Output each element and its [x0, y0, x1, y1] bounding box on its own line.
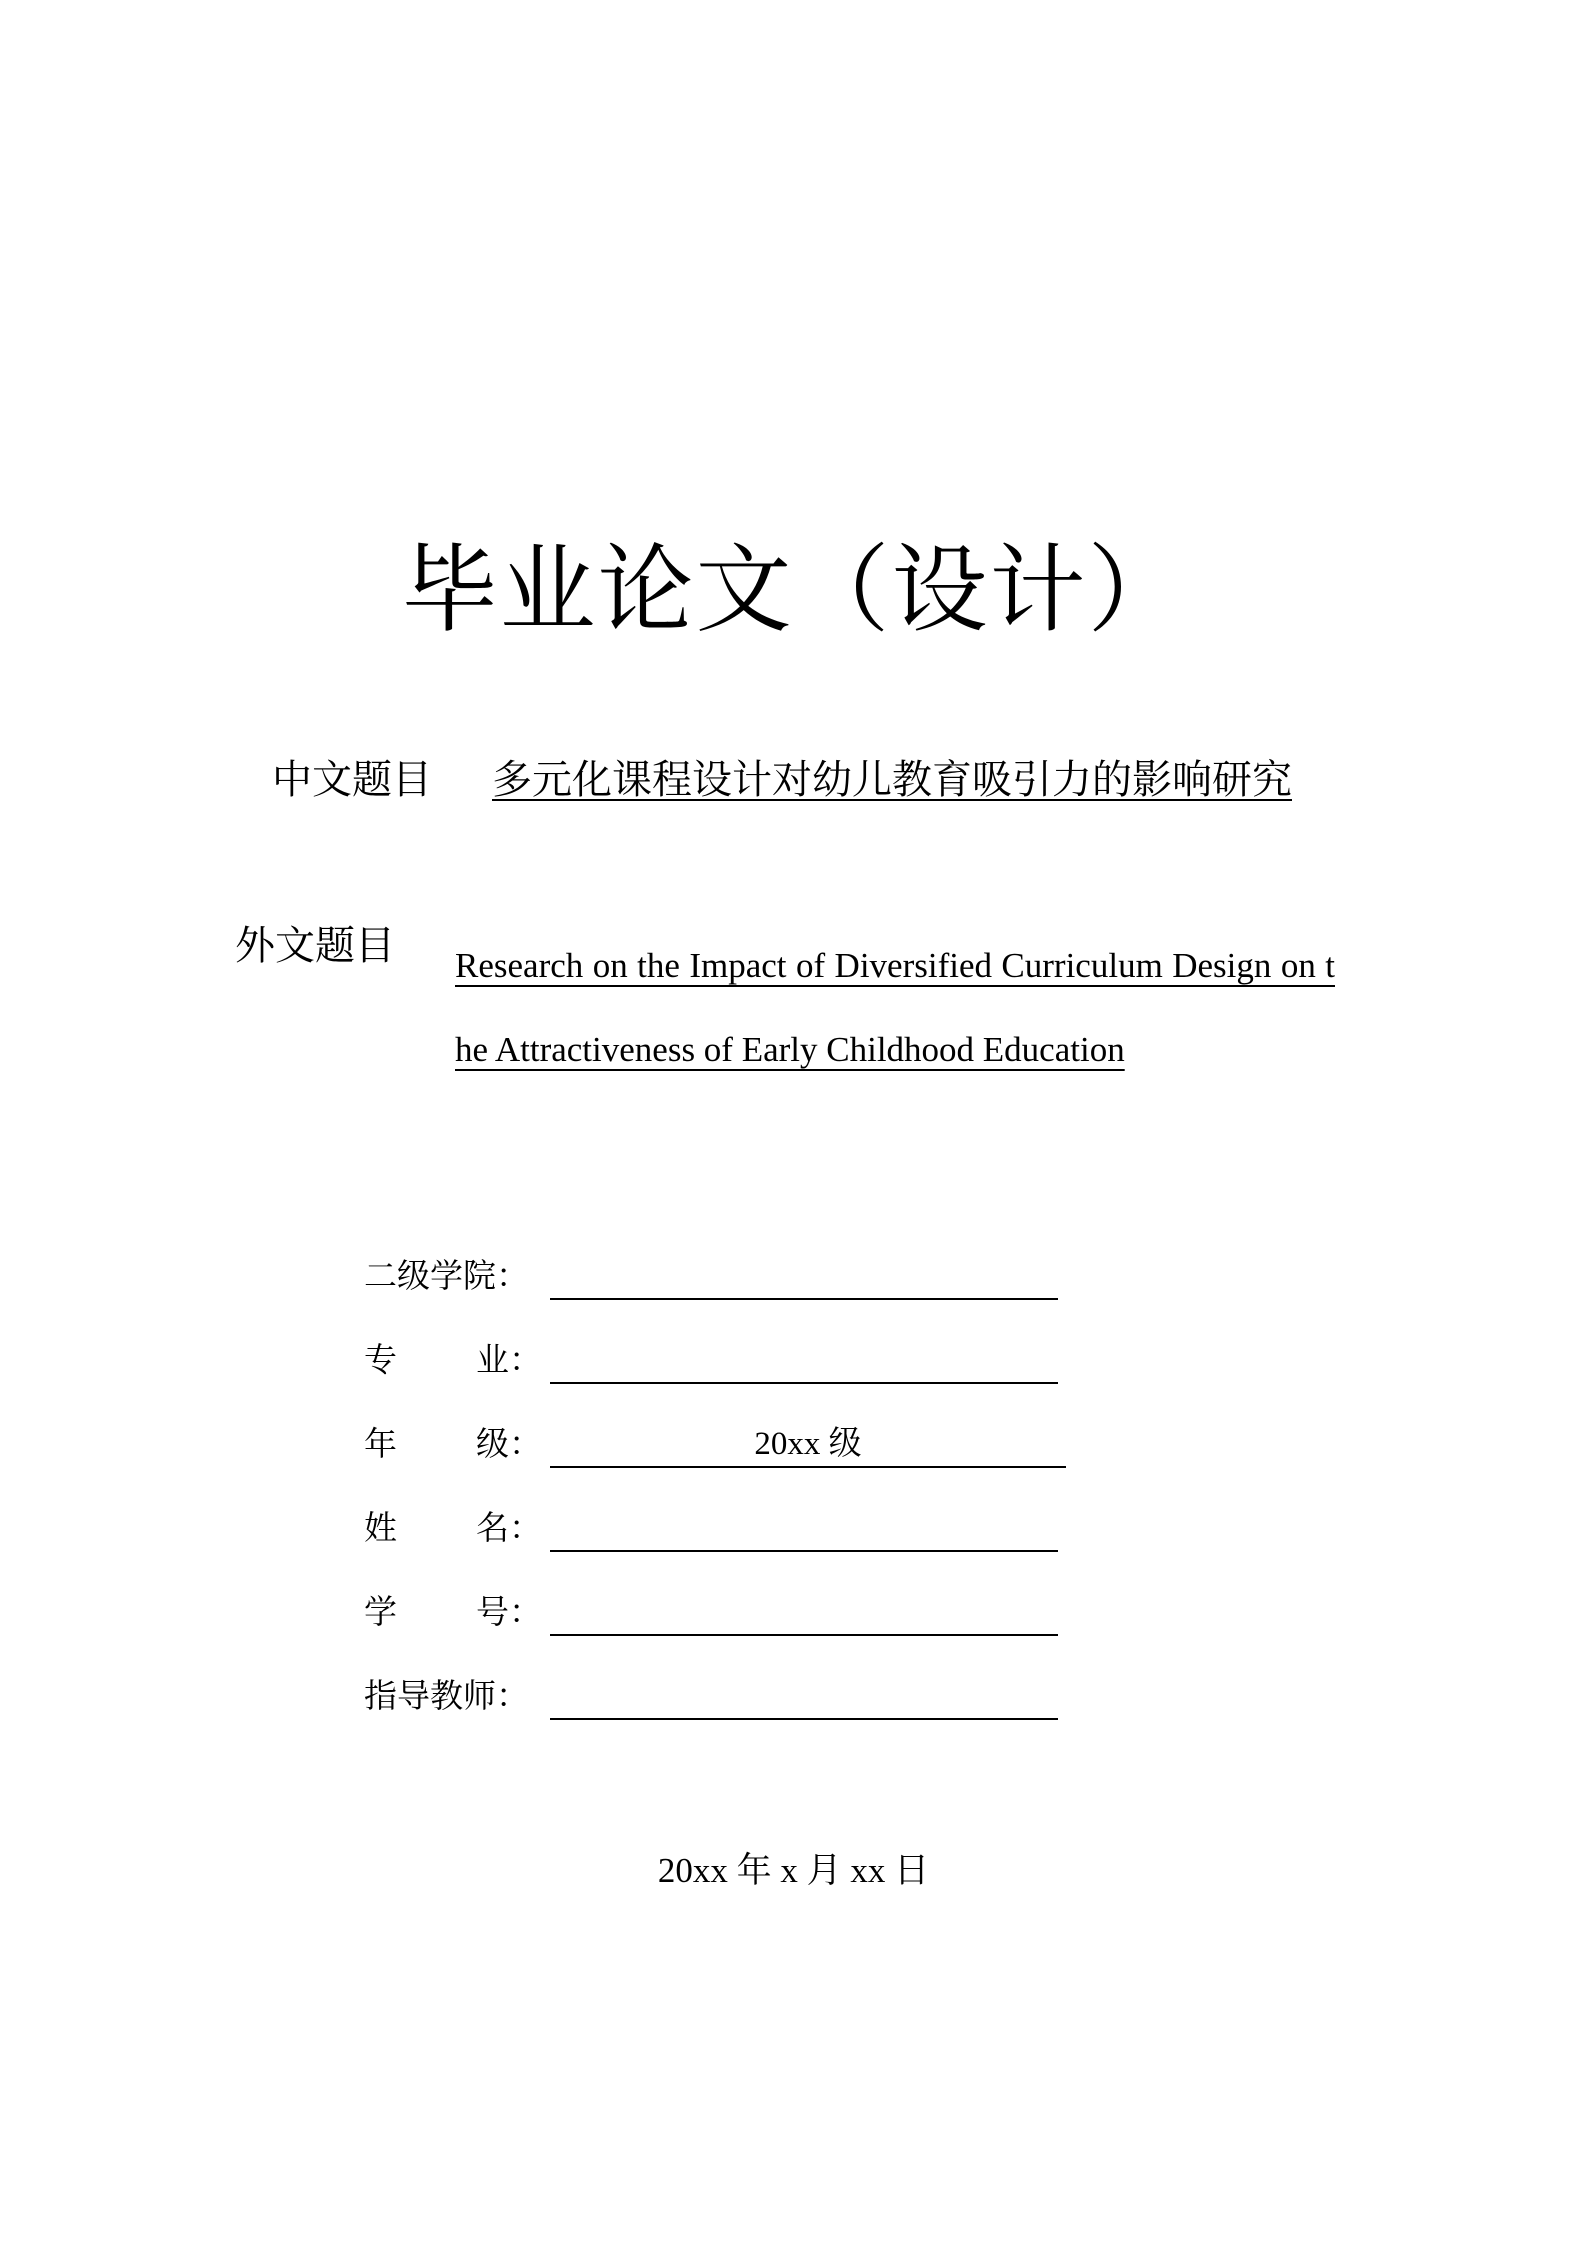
student-id-field[interactable]	[550, 1588, 1058, 1636]
field-label-major	[364, 1336, 550, 1384]
cover-date: 20xx 年 x 月 xx 日	[657, 1851, 930, 1890]
grade-label-char-2: 级：	[476, 1424, 542, 1463]
advisor-field[interactable]	[550, 1672, 1058, 1720]
grade-field[interactable]: 20xx 级	[550, 1420, 1066, 1468]
major-field[interactable]	[550, 1336, 1058, 1384]
field-row-grade	[364, 1420, 1066, 1504]
field-label-advisor	[364, 1672, 550, 1720]
chinese-title-value: 多元化课程设计对幼儿教育吸引力的影响研究	[492, 757, 1292, 803]
field-row-name	[364, 1504, 1066, 1588]
field-row-major	[364, 1336, 1066, 1420]
field-label-college	[364, 1252, 550, 1300]
field-row-advisor	[364, 1672, 1066, 1756]
field-label-student-id	[364, 1588, 550, 1636]
page-title: 毕业论文（设计）	[401, 534, 1186, 646]
student-info-fields	[364, 1252, 1066, 1756]
chinese-title-row	[272, 752, 1292, 812]
name-field[interactable]	[550, 1504, 1058, 1552]
foreign-title-value: Research on the Impact of Diversified Curriculum Design on the Attractiveness of Early Childhood Education	[455, 946, 1335, 1069]
advisor-label-text: 指导教师：	[364, 1676, 529, 1715]
field-label-grade	[364, 1420, 550, 1468]
foreign-title-label: 外文题目	[235, 923, 395, 969]
student-id-label-char-2: 号：	[476, 1592, 542, 1631]
name-label-char-2: 名：	[476, 1508, 542, 1547]
major-label-char-2: 业：	[476, 1340, 542, 1379]
field-label-name	[364, 1504, 550, 1552]
college-label-text: 二级学院：	[364, 1256, 529, 1295]
chinese-title-label: 中文题目	[272, 757, 432, 803]
college-field[interactable]	[550, 1252, 1058, 1300]
student-id-label-char-1: 学	[364, 1592, 397, 1631]
major-label-char-1: 专	[364, 1340, 397, 1379]
name-label-char-1: 姓	[364, 1508, 397, 1547]
grade-label-char-1: 年	[364, 1424, 397, 1463]
field-row-college	[364, 1252, 1066, 1336]
field-row-student-id	[364, 1588, 1066, 1672]
